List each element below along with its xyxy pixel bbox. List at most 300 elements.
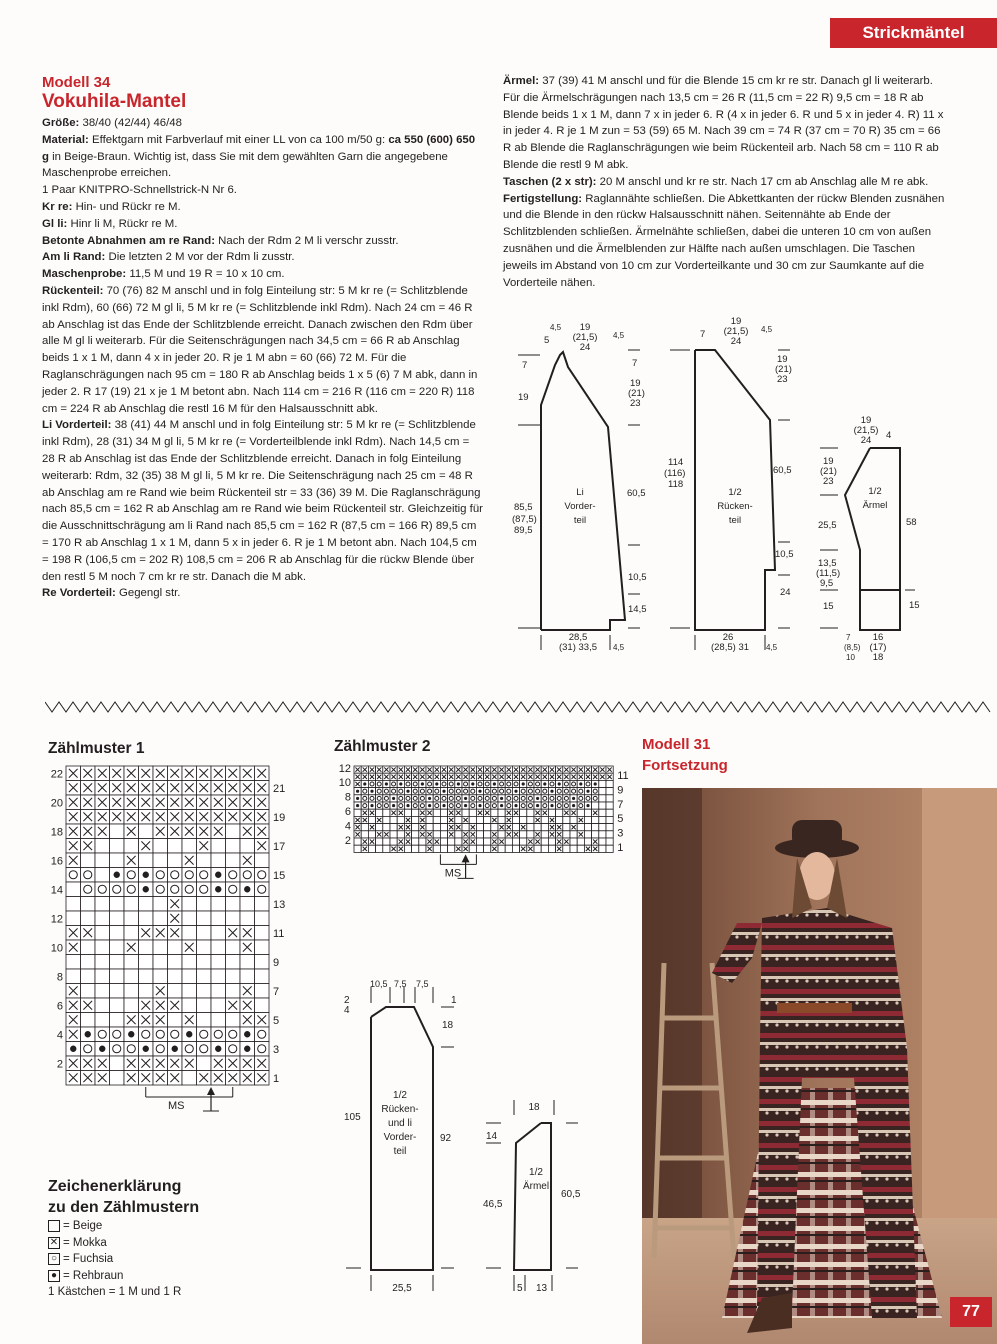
legend-mokka: ✕ = Mokka: [49, 1236, 107, 1249]
chart-cell: [433, 795, 440, 802]
chart-cell: [124, 1013, 139, 1028]
chart-cell: [397, 845, 404, 852]
chart-cell: [419, 838, 426, 845]
row-label-left: 8: [56, 971, 63, 984]
chart-cell: [599, 773, 606, 780]
body31-label-3: und li: [388, 1118, 412, 1129]
chart-cell: [153, 810, 168, 825]
chart-cell: [66, 969, 81, 984]
chart-cell: [368, 838, 375, 845]
chart-cell: [153, 853, 168, 868]
chart-cell: [255, 897, 270, 912]
empty-square-icon: [48, 1220, 60, 1232]
row-label-right: 3: [617, 827, 624, 840]
chart-cell: [419, 773, 426, 780]
chart-cell: [211, 998, 226, 1013]
back-label-2: Rücken-: [717, 501, 753, 512]
chart-cell: [390, 780, 397, 787]
row-label-left: 2: [56, 1058, 63, 1071]
chart-cell: [368, 824, 375, 831]
chart-cell: [577, 809, 584, 816]
chart-cell: [584, 795, 591, 802]
chart-cell: [383, 831, 390, 838]
chart-cell: [226, 926, 241, 941]
chart-cell: [455, 831, 462, 838]
chart-cell: [404, 824, 411, 831]
chart-cell: [448, 838, 455, 845]
row-label-left: 10: [338, 777, 351, 790]
chart-cell: [484, 795, 491, 802]
chart-cell: [505, 838, 512, 845]
chart-cell: [240, 1027, 255, 1042]
size-paragraph: Größe: 38/40 (42/44) 46/48: [42, 117, 182, 129]
chart-cell: [505, 766, 512, 773]
svg-text:(11,5): (11,5): [816, 568, 841, 579]
chart-cell: [455, 809, 462, 816]
row-label-right: 1: [273, 1073, 280, 1086]
chart-cell: [412, 845, 419, 852]
chart-cell: [491, 766, 498, 773]
chart-cell: [462, 773, 469, 780]
svg-text:114: 114: [668, 457, 684, 468]
chart-cell: [534, 831, 541, 838]
chart-cell: [570, 780, 577, 787]
chart-cell: [570, 845, 577, 852]
chart-cell: [397, 802, 404, 809]
chart-cell: [599, 809, 606, 816]
chart-cell: [168, 1056, 183, 1071]
chart-cell: [95, 853, 110, 868]
chart-cell: [397, 816, 404, 823]
chart-cell: [240, 998, 255, 1013]
chart-cell: [110, 897, 125, 912]
chart-cell: [255, 853, 270, 868]
svg-text:5: 5: [517, 1283, 523, 1294]
chart-cell: [376, 773, 383, 780]
chart-cell: [469, 788, 476, 795]
chart-cell: [226, 911, 241, 926]
chart-cell: [534, 788, 541, 795]
chart-cell: [110, 1042, 125, 1057]
chart-cell: [433, 816, 440, 823]
chart-cell: [95, 839, 110, 854]
chart-cell: [81, 781, 96, 796]
chart-cell: [368, 816, 375, 823]
chart-cell: [211, 810, 226, 825]
chart-cell: [390, 766, 397, 773]
svg-text:28,5: 28,5: [568, 632, 588, 643]
svg-text:15: 15: [823, 601, 834, 612]
chart-cell: [419, 802, 426, 809]
chart-cell: [484, 809, 491, 816]
model31-subtitle: Fortsetzung: [642, 757, 728, 774]
chart-cell: [440, 838, 447, 845]
chart-cell: [361, 766, 368, 773]
row-label-left: 6: [56, 1000, 63, 1013]
chart-cell: [426, 845, 433, 852]
row-label-left: 4: [344, 820, 351, 833]
chart-cell: [139, 955, 154, 970]
chart-cell: [448, 824, 455, 831]
svg-text:2: 2: [344, 995, 350, 1006]
chart-cell: [520, 773, 527, 780]
chart-cell: [66, 926, 81, 941]
chart-cell: [419, 809, 426, 816]
body31-label-5: teil: [393, 1146, 407, 1157]
chart-cell: [462, 802, 469, 809]
chart-cell: [240, 868, 255, 883]
body31-label-4: Vorder-: [383, 1132, 417, 1143]
chart-cell: [354, 802, 361, 809]
row-label-right: 15: [273, 870, 286, 883]
chart-cell: [197, 969, 212, 984]
chart-cell: [419, 831, 426, 838]
chart-cell: [448, 816, 455, 823]
chart-cell: [520, 766, 527, 773]
chart-cell: [505, 780, 512, 787]
chart-cell: [440, 802, 447, 809]
chart-cell: [95, 984, 110, 999]
chart-cell: [197, 1027, 212, 1042]
chart-cell: [484, 788, 491, 795]
chart-cell: [240, 955, 255, 970]
chart-cell: [563, 795, 570, 802]
chart-cell: [139, 940, 154, 955]
chart-cell: [584, 780, 591, 787]
chart-cell: [168, 853, 183, 868]
chart-cell: [368, 831, 375, 838]
chart-cell: [211, 795, 226, 810]
chart-cell: [66, 1056, 81, 1071]
chart-cell: [541, 824, 548, 831]
svg-text:5: 5: [544, 335, 550, 346]
chart-cell: [153, 984, 168, 999]
chart-cell: [570, 795, 577, 802]
chart-cell: [563, 816, 570, 823]
chart-cell: [433, 780, 440, 787]
chart-cell: [397, 831, 404, 838]
chart-cell: [376, 788, 383, 795]
chart-cell: [440, 831, 447, 838]
chart-cell: [110, 868, 125, 883]
chart-cell: [361, 824, 368, 831]
chart-cell: [498, 795, 505, 802]
svg-text:92: 92: [440, 1133, 452, 1144]
chart-cell: [469, 816, 476, 823]
chart-cell: [81, 1013, 96, 1028]
chart-cell: [110, 824, 125, 839]
chart-cell: [110, 926, 125, 941]
chart-cell: [66, 940, 81, 955]
svg-text:10,5: 10,5: [370, 979, 388, 989]
chart-cell: [390, 788, 397, 795]
row-label-left: 12: [338, 762, 351, 775]
chart-cell: [153, 940, 168, 955]
chart-cell: [226, 998, 241, 1013]
chart-cell: [226, 882, 241, 897]
chart-cell: [368, 809, 375, 816]
chart-cell: [240, 810, 255, 825]
chart-cell: [240, 911, 255, 926]
chart-cell: [498, 816, 505, 823]
chart-cell: [606, 788, 613, 795]
chart-cell: [512, 809, 519, 816]
chart-cell: [534, 802, 541, 809]
chart-cell: [556, 824, 563, 831]
row-label-right: 7: [273, 986, 280, 999]
svg-text:4,5: 4,5: [766, 643, 778, 652]
chart-cell: [168, 781, 183, 796]
chart-cell: [139, 1056, 154, 1071]
chart-cell: [197, 853, 212, 868]
chart-cell: [368, 788, 375, 795]
chart-cell: [505, 824, 512, 831]
chart-cell: [211, 1013, 226, 1028]
chart-cell: [95, 955, 110, 970]
chart-cell: [240, 897, 255, 912]
chart-cell: [124, 998, 139, 1013]
chart-cell: [66, 824, 81, 839]
chart-cell: [139, 984, 154, 999]
chart-cell: [527, 780, 534, 787]
chart-cell: [584, 766, 591, 773]
chart-cell: [66, 911, 81, 926]
chart-cell: [512, 824, 519, 831]
chart-cell: [426, 838, 433, 845]
chart-cell: [139, 853, 154, 868]
chart-cell: [476, 838, 483, 845]
chart-cell: [426, 809, 433, 816]
svg-text:19: 19: [823, 456, 834, 467]
chart-cell: [226, 810, 241, 825]
chart-cell: [182, 1013, 197, 1028]
svg-text:58: 58: [906, 517, 917, 528]
svg-text:7: 7: [846, 633, 851, 642]
chart-cell: [81, 795, 96, 810]
chart-cell: [255, 795, 270, 810]
chart-cell: [182, 955, 197, 970]
svg-text:14,5: 14,5: [628, 604, 647, 615]
front-dims: [518, 350, 640, 650]
chart-cell: [255, 1042, 270, 1057]
chart-cell: [512, 773, 519, 780]
chart-cell: [66, 882, 81, 897]
chart-cell: [66, 839, 81, 854]
chart-cell: [182, 969, 197, 984]
chart-cell: [548, 795, 555, 802]
chart-cell: [240, 766, 255, 781]
chart-cell: [527, 795, 534, 802]
chart-cell: [240, 795, 255, 810]
chart-cell: [153, 1042, 168, 1057]
chart-cell: [124, 911, 139, 926]
chart-cell: [570, 802, 577, 809]
chart-cell: [81, 839, 96, 854]
svg-text:10,5: 10,5: [775, 549, 794, 560]
chart-cell: [440, 809, 447, 816]
chart-cell: [110, 1027, 125, 1042]
chart-cell: [153, 766, 168, 781]
chart-cell: [124, 810, 139, 825]
chart-cell: [139, 781, 154, 796]
chart-cell: [354, 766, 361, 773]
legend-rehbraun: ● = Rehbraun: [48, 1268, 181, 1285]
chart-cell: [168, 1042, 183, 1057]
chart-cell: [376, 766, 383, 773]
chart-cell: [584, 831, 591, 838]
chart-cell: [541, 838, 548, 845]
chart-cell: [226, 824, 241, 839]
schematics-model-34: [500, 310, 920, 690]
chart-cell: [484, 780, 491, 787]
chart-cell: [139, 795, 154, 810]
chart-cell: [584, 816, 591, 823]
chart-cell: [462, 795, 469, 802]
chart-cell: [498, 766, 505, 773]
chart-cell: [81, 1056, 96, 1071]
chart-cell: [211, 897, 226, 912]
chart-cell: [404, 838, 411, 845]
chart-cell: [226, 795, 241, 810]
chart-cell: [512, 780, 519, 787]
svg-text:13: 13: [536, 1283, 548, 1294]
chart-cell: [556, 766, 563, 773]
chart-cell: [491, 809, 498, 816]
chart-cell: [491, 816, 498, 823]
chart-cell: [153, 1027, 168, 1042]
chart-cell: [182, 911, 197, 926]
finishing-paragraph: Fertigstellung: Raglannähte schließen. Die Abkettkanten der rückw Blenden zusnähen und die Blende in den rückw Halsausschnitt nähen. Seitennähte ab Ende der Schlitzblenden schließen. Ärmelnähte schließen, dabei die unteren 10 cm von außen zusnähen und die Ärmelblenden zur Hälfte nach außen umschlagen. Die Taschen jeweils im Abstand von 10 cm zur Vorderteilkante und 30 cm zur Saumkante auf die Vorderteile nähen.: [503, 192, 945, 289]
chart-cell: [498, 780, 505, 787]
chart-cell: [440, 766, 447, 773]
dot-square-icon: ●: [48, 1270, 60, 1282]
chart-cell: [520, 795, 527, 802]
back-label-3: teil: [728, 515, 742, 526]
chart-cell: [491, 795, 498, 802]
chart-cell: [197, 781, 212, 796]
svg-text:18: 18: [528, 1102, 540, 1113]
chart-cell: [197, 1056, 212, 1071]
chart-cell: [211, 839, 226, 854]
chart-cell: [505, 831, 512, 838]
chart-cell: [505, 795, 512, 802]
chart-cell: [383, 824, 390, 831]
chart-cell: [211, 868, 226, 883]
chart-cell: [476, 831, 483, 838]
chart-cell: [570, 831, 577, 838]
chart-cell: [476, 809, 483, 816]
chart-cell: [448, 766, 455, 773]
chart-cell: [124, 853, 139, 868]
chart-cell: [570, 824, 577, 831]
svg-text:24: 24: [730, 336, 742, 347]
chart-cell: [455, 802, 462, 809]
chart-cell: [570, 809, 577, 816]
chart-cell: [584, 809, 591, 816]
betonte-paragraph: Betonte Abnahmen am re Rand: Nach der Rdm 2 M li verschr zusstr.: [42, 234, 399, 247]
chart-cell: [592, 824, 599, 831]
chart-cell: [95, 868, 110, 883]
chart1-title: Zählmuster 1: [48, 740, 145, 757]
chart-cell: [491, 845, 498, 852]
chart-cell: [505, 773, 512, 780]
chart-cell: [168, 766, 183, 781]
chart-cell: [139, 839, 154, 854]
chart-cell: [592, 802, 599, 809]
chart-cell: [139, 897, 154, 912]
chart-cell: [448, 809, 455, 816]
chart-cell: [527, 788, 534, 795]
svg-text:24: 24: [860, 435, 872, 446]
ms-label: MS: [444, 867, 462, 880]
chart-cell: [110, 882, 125, 897]
chart-cell: [368, 780, 375, 787]
chart-cell: [153, 882, 168, 897]
row-label-right: 17: [273, 841, 286, 854]
svg-text:15: 15: [909, 600, 920, 611]
chart-cell: [498, 831, 505, 838]
svg-text:(8,5): (8,5): [844, 643, 861, 652]
chart-cell: [390, 773, 397, 780]
chart-cell: [354, 788, 361, 795]
svg-text:10: 10: [846, 653, 855, 662]
row-label-right: 7: [617, 798, 624, 811]
chart-cell: [81, 926, 96, 941]
chart-cell: [462, 809, 469, 816]
chart-cell: [476, 766, 483, 773]
chart-cell: [448, 773, 455, 780]
chart-cell: [498, 824, 505, 831]
svg-text:7: 7: [700, 329, 706, 340]
row-label-right: 9: [273, 957, 280, 970]
chart-cell: [491, 831, 498, 838]
chart-cell: [139, 882, 154, 897]
chart-cell: [182, 1056, 197, 1071]
chart-cell: [255, 926, 270, 941]
svg-text:19: 19: [730, 316, 742, 327]
chart-cell: [376, 780, 383, 787]
ms-marker: [146, 1087, 233, 1112]
chart-cell: [390, 831, 397, 838]
chart-cell: [81, 1071, 96, 1086]
body31-label-1: 1/2: [393, 1090, 407, 1101]
chart-cell: [577, 773, 584, 780]
chart-cell: [255, 810, 270, 825]
chart-cell: [548, 824, 555, 831]
svg-text:24: 24: [780, 587, 791, 598]
chart-cell: [354, 838, 361, 845]
chart-cell: [376, 824, 383, 831]
gl-li-paragraph: Gl li: Hinr li M, Rückr re M.: [42, 217, 178, 230]
chart-cell: [240, 824, 255, 839]
chart-cell: [81, 998, 96, 1013]
chart-cell: [95, 795, 110, 810]
svg-text:23: 23: [630, 398, 641, 409]
chart-cell: [110, 955, 125, 970]
material-paragraph: Material: Effektgarn mit Farbverlauf mit einer LL von ca 100 m/50 g: ca 550 (600) 650 g in Beige-Braun. Wichtig ist, dass Sie mit dem gewählten Garn die angegebene Maschenprobe erreichen.: [42, 133, 476, 180]
chart-cell: [505, 845, 512, 852]
svg-text:25,5: 25,5: [818, 520, 837, 531]
chart-cell: [211, 824, 226, 839]
chart-cell: [383, 795, 390, 802]
chart-cell: [124, 882, 139, 897]
svg-text:1: 1: [451, 995, 457, 1006]
chart-cell: [426, 773, 433, 780]
svg-text:(31) 33,5: (31) 33,5: [558, 642, 598, 653]
chart-cell: [534, 780, 541, 787]
chart-cell: [255, 882, 270, 897]
chart-cell: [383, 809, 390, 816]
